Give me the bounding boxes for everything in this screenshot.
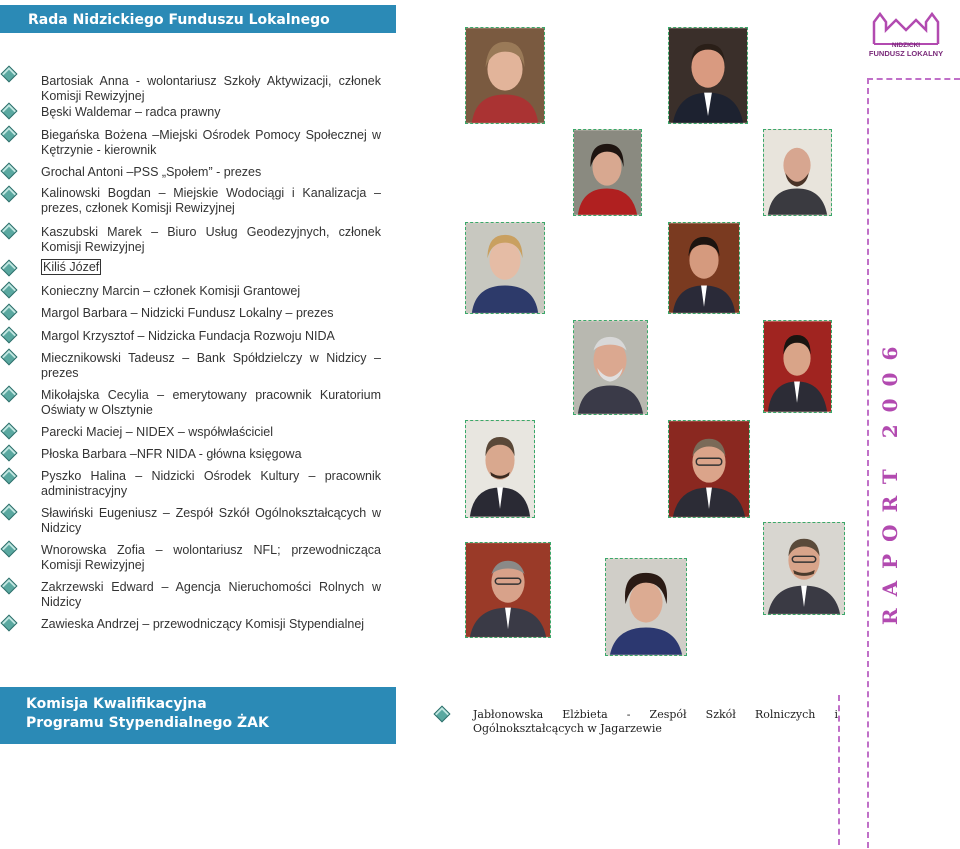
diamond-bullet-icon: [1, 578, 18, 595]
diamond-bullet-icon: [1, 126, 18, 143]
portrait-photo: [465, 542, 551, 638]
member-text: Grochal Antoni –PSS „Społem” - prezes: [41, 165, 262, 179]
logo-text: [868, 42, 944, 58]
member-text: Pyszko Halina – Nidzicki Ośrodek Kultury – pracownik administracyjny: [41, 469, 381, 498]
side-border-top: [867, 78, 960, 80]
diamond-bullet-icon: [1, 468, 18, 485]
portrait-photo: [465, 27, 545, 124]
member-text: Bęski Waldemar – radca prawny: [41, 105, 221, 119]
side-title-raport: RAPORT 2006: [878, 334, 902, 625]
member-text: Margol Krzysztof – Nidzicka Fundacja Rozwoju NIDA: [41, 329, 335, 343]
member-name-box: Kiliś Józef: [43, 260, 100, 274]
diamond-bullet-icon: [1, 423, 18, 440]
diamond-bullet-icon: [1, 541, 18, 558]
portrait-photo: [605, 558, 687, 656]
diamond-bullet-icon: [1, 504, 18, 521]
member-text: Bartosiak Anna - wolontariusz Szkoły Aktywizacji, członek Komisji Rewizyjnej: [41, 74, 381, 103]
member-text: Parecki Maciej – NIDEX – współwłaściciel: [41, 425, 274, 439]
section-header-rada: Rada Nidzickiego Funduszu Lokalnego: [0, 5, 396, 33]
member-text: Wnorowska Zofia – wolontariusz NFL; przewodnicząca Komisji Rewizyjnej: [41, 543, 381, 572]
diamond-bullet-icon: [1, 304, 18, 321]
portrait-photo: [763, 522, 845, 615]
logo-line2: FUNDUSZ LOKALNY: [868, 49, 944, 58]
diamond-bullet-icon: [1, 386, 18, 403]
portrait-photo: [668, 420, 750, 518]
diamond-bullet-icon: [1, 615, 18, 632]
diamond-bullet-icon: [1, 445, 18, 462]
portrait-photo: [573, 320, 648, 415]
portrait-photo: [763, 320, 832, 413]
portrait-photo: [573, 129, 642, 216]
diamond-bullet-icon: [1, 163, 18, 180]
member-text: [41, 260, 381, 275]
komisja-title-line2: Programu Stypendialnego ŻAK: [26, 715, 269, 731]
diamond-bullet-icon: [434, 706, 451, 723]
logo-line1: NIDZICKI: [891, 42, 921, 49]
portrait-photo: [763, 129, 832, 216]
diamond-bullet-icon: [1, 223, 18, 240]
diamond-bullet-icon: [1, 349, 18, 366]
member-text: Płoska Barbara –NFR NIDA - główna księgowa: [41, 447, 302, 461]
member-text: Miecznikowski Tadeusz – Bank Spółdzielczy w Nidzicy – prezes: [41, 351, 381, 380]
portrait-photo: [465, 222, 545, 314]
diamond-bullet-icon: [1, 186, 18, 203]
diamond-bullet-icon: [1, 103, 18, 120]
komisja-member-text: Jabłonowska Elżbieta - Zespół Szkół Rolniczych i Ogólnokształcących w Jagarzewie: [473, 708, 838, 735]
member-text: Mikołajska Cecylia – emerytowany pracownik Kuratorium Oświaty w Olsztynie: [41, 388, 381, 417]
member-text: Biegańska Bożena –Miejski Ośrodek Pomocy Społecznej w Kętrzynie - kierownik: [41, 128, 381, 157]
member-text: Margol Barbara – Nidzicki Fundusz Lokalny – prezes: [41, 306, 334, 320]
portrait-photo: [668, 222, 740, 314]
member-text: Zakrzewski Edward – Agencja Nieruchomości Rolnych w Nidzicy: [41, 580, 381, 609]
diamond-bullet-icon: [1, 282, 18, 299]
diamond-bullet-icon: [1, 327, 18, 344]
diamond-bullet-icon: [1, 260, 18, 277]
komisja-title-line1: Komisja Kwalifikacyjna: [26, 696, 207, 712]
side-border-left: [867, 78, 869, 848]
portrait-photo: [465, 420, 535, 518]
column-divider: [838, 695, 840, 845]
section-header-komisja: [0, 687, 396, 744]
diamond-bullet-icon: [1, 66, 18, 83]
member-text: Sławiński Eugeniusz – Zespół Szkół Ogólnokształcących w Nidzicy: [41, 506, 381, 535]
member-text: Kalinowski Bogdan – Miejskie Wodociągi i Kanalizacja – prezes, członek Komisji Rewizyjnej: [41, 186, 381, 215]
portrait-photo: [668, 27, 748, 124]
member-text: Kaszubski Marek – Biuro Usług Geodezyjnych, członek Komisji Rewizyjnej: [41, 225, 381, 254]
member-text: Konieczny Marcin – członek Komisji Grantowej: [41, 284, 301, 298]
member-text: Zawieska Andrzej – przewodniczący Komisji Stypendialnej: [41, 617, 365, 631]
